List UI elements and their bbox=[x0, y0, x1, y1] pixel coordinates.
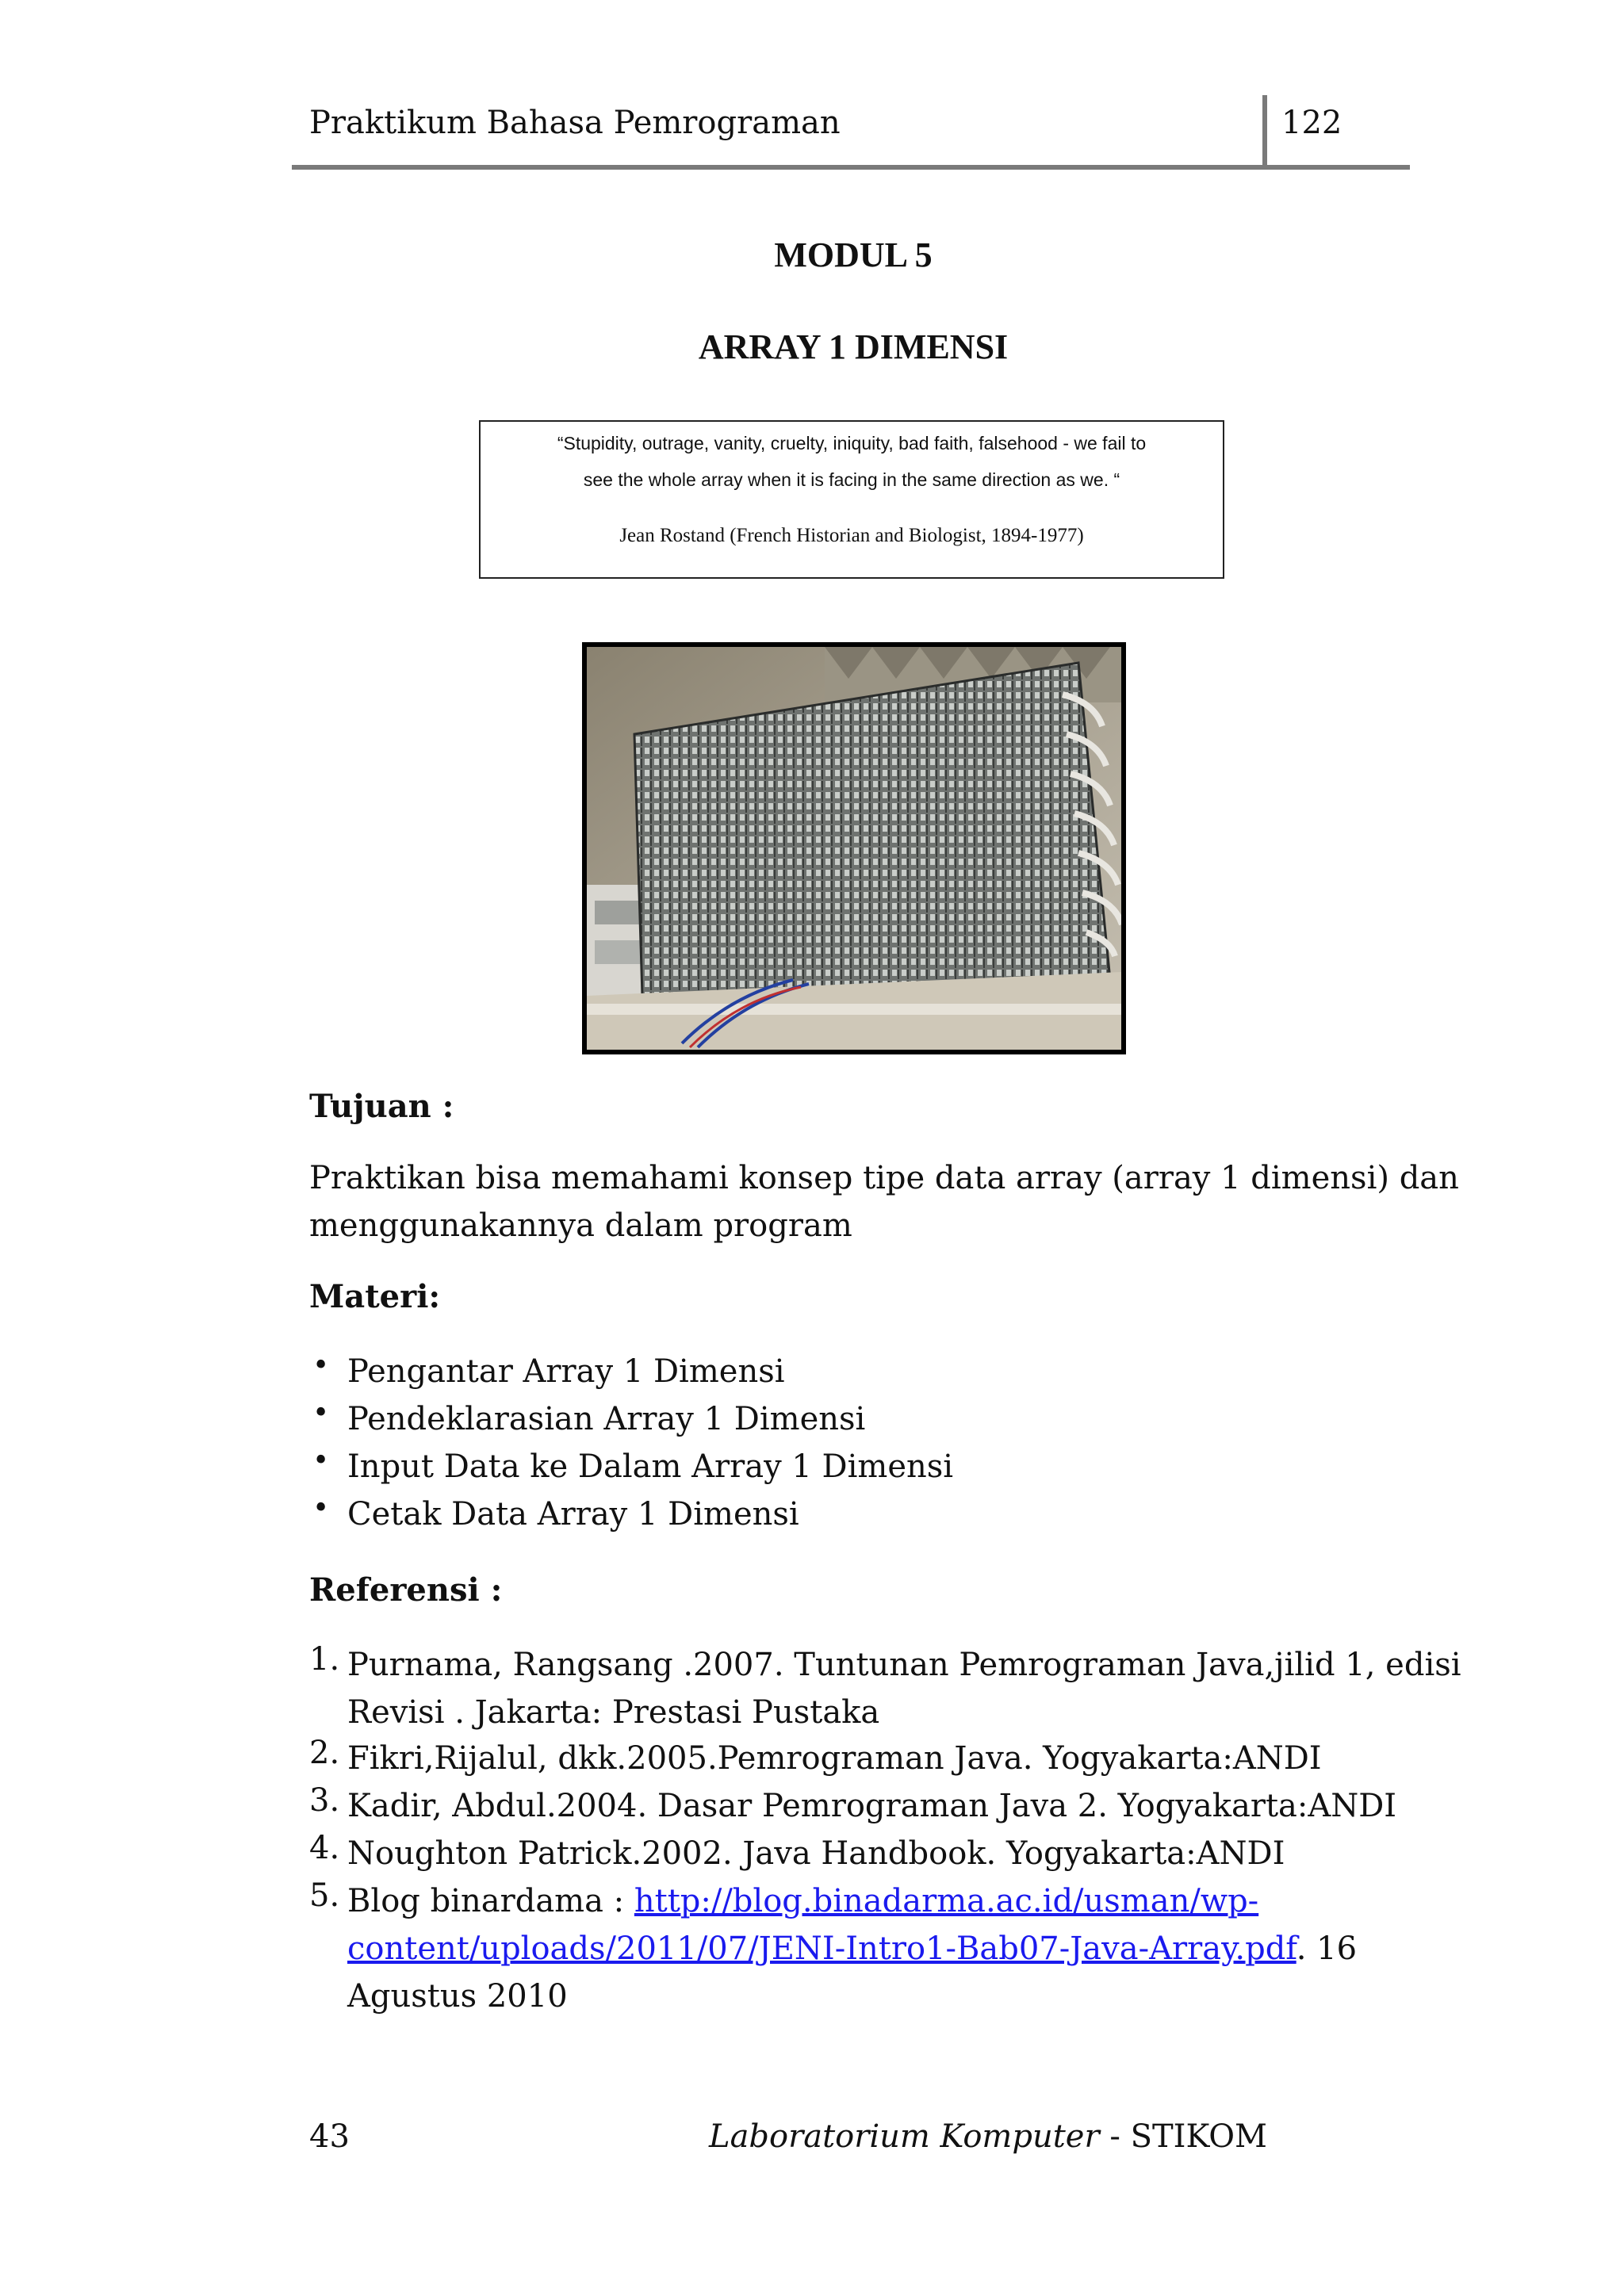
header-divider-vertical bbox=[1262, 95, 1267, 170]
footer-lab-name: Laboratorium Komputer bbox=[709, 2118, 1100, 2155]
array-hardware-illustration bbox=[587, 647, 1121, 1050]
module-label: MODUL 5 bbox=[774, 235, 933, 274]
referensi-heading: Referensi : bbox=[309, 1571, 503, 1609]
tujuan-line-2: menggunakannya dalam program bbox=[309, 1207, 852, 1244]
bullet-icon: • bbox=[312, 1349, 330, 1382]
reference-prefix: Blog binardama : bbox=[347, 1883, 634, 1919]
bullet-icon: • bbox=[312, 1397, 330, 1429]
reference-number: 4. bbox=[309, 1830, 340, 1866]
reference-link-part-2[interactable]: content/uploads/2011/07/JENI-Intro1-Bab07-Java-Array.pdf bbox=[347, 1931, 1297, 1967]
materi-item: Input Data ke Dalam Array 1 Dimensi bbox=[347, 1448, 954, 1485]
array-hardware-photo bbox=[582, 642, 1126, 1054]
materi-heading: Materi: bbox=[309, 1278, 441, 1315]
footer-page-number: 43 bbox=[309, 2118, 350, 2155]
header-divider-horizontal bbox=[292, 165, 1410, 170]
reference-number: 1. bbox=[309, 1641, 340, 1678]
footer-org: STIKOM bbox=[1130, 2118, 1268, 2155]
reference-item-5-line-2 bbox=[347, 1925, 1357, 1973]
reference-item-5-line-1 bbox=[347, 1877, 1258, 1925]
quote-line-1: “Stupidity, outrage, vanity, cruelty, iniquity, bad faith, falsehood - we fail to bbox=[557, 433, 1147, 453]
reference-item-continued: Revisi . Jakarta: Prestasi Pustaka bbox=[347, 1694, 880, 1731]
reference-item: Purnama, Rangsang .2007. Tuntunan Pemrograman Java,jilid 1, edisi bbox=[347, 1647, 1461, 1683]
quote-line-2: see the whole array when it is facing in the same direction as we. “ bbox=[583, 469, 1120, 490]
bullet-icon: • bbox=[312, 1445, 330, 1477]
tujuan-line-1: Praktikan bisa memahami konsep tipe data array (array 1 dimensi) dan bbox=[309, 1160, 1459, 1196]
reference-link-part-1[interactable]: http://blog.binadarma.ac.id/usman/wp- bbox=[634, 1883, 1259, 1919]
quote-attribution: Jean Rostand (French Historian and Biologist, 1894-1977) bbox=[619, 525, 1084, 546]
reference-item-5-line-3: Agustus 2010 bbox=[347, 1978, 568, 2015]
module-title: ARRAY 1 DIMENSI bbox=[698, 327, 1009, 366]
materi-item: Pengantar Array 1 Dimensi bbox=[347, 1353, 785, 1390]
materi-item: Pendeklarasian Array 1 Dimensi bbox=[347, 1401, 866, 1437]
quote-box bbox=[479, 420, 1224, 579]
footer-separator: - bbox=[1099, 2118, 1131, 2155]
tujuan-heading: Tujuan : bbox=[309, 1088, 454, 1125]
bullet-icon: • bbox=[312, 1492, 330, 1525]
running-header-page-number: 122 bbox=[1281, 105, 1342, 141]
reference-item: Fikri,Rijalul, dkk.2005.Pemrograman Java. Yogyakarta:ANDI bbox=[347, 1740, 1322, 1777]
reference-number: 2. bbox=[309, 1735, 340, 1771]
running-header-title: Praktikum Bahasa Pemrograman bbox=[309, 105, 841, 141]
reference-item: Noughton Patrick.2002. Java Handbook. Yogyakarta:ANDI bbox=[347, 1835, 1285, 1872]
reference-item: Kadir, Abdul.2004. Dasar Pemrograman Java 2. Yogyakarta:ANDI bbox=[347, 1788, 1397, 1824]
materi-item: Cetak Data Array 1 Dimensi bbox=[347, 1496, 799, 1533]
reference-number: 3. bbox=[309, 1782, 340, 1819]
footer-lab bbox=[709, 2118, 1267, 2155]
reference-suffix: . 16 bbox=[1296, 1931, 1358, 1967]
reference-number: 5. bbox=[309, 1877, 340, 1914]
